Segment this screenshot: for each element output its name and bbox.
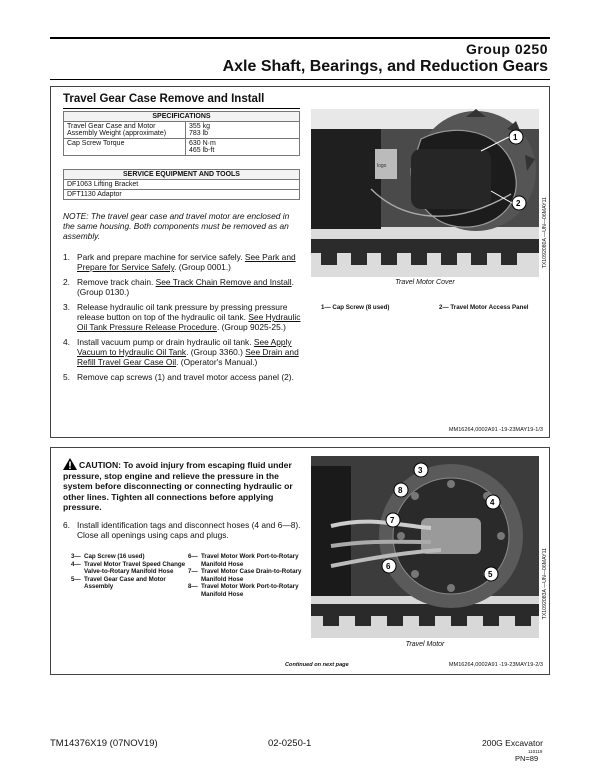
travel-motor-cover-illustration bbox=[311, 109, 539, 277]
callout-4: 4 bbox=[490, 498, 495, 507]
step-link[interactable]: See Hydraulic Oil Tank Pressure Release Procedure bbox=[77, 312, 301, 332]
step-link[interactable]: See Track Chain Remove and Install bbox=[155, 277, 292, 287]
reference-id: MM16264,0002A91 -19-23MAY19-2/3 bbox=[448, 662, 543, 668]
image-id: TX1092083A —UN—06MAY11 bbox=[542, 548, 548, 620]
section-title: Travel Gear Case Remove and Install bbox=[63, 93, 265, 105]
header-rule-bottom bbox=[50, 79, 550, 80]
travel-motor-cover-photo bbox=[311, 109, 539, 277]
legend-right bbox=[188, 553, 308, 598]
table-row bbox=[64, 122, 300, 139]
step-text: . (Group 0001.) bbox=[174, 262, 231, 272]
legend-text: Travel Motor Work Port-to-Rotary Manifold Hose bbox=[201, 553, 299, 568]
tools-header: SERVICE EQUIPMENT AND TOOLS bbox=[64, 170, 300, 180]
tools-table bbox=[63, 169, 300, 200]
step-link[interactable]: See Park and Prepare for Service Safely bbox=[77, 252, 296, 272]
section-disconnect-hoses bbox=[50, 447, 550, 675]
legend-number: 7— bbox=[188, 568, 198, 575]
footer-page-number: 02-0250-1 bbox=[268, 738, 312, 749]
footer-date-code: 110119 bbox=[528, 749, 543, 754]
tool-item: DF1063 Lifting Bracket bbox=[64, 180, 300, 190]
legend-text: Travel Gear Case and Motor Assembly bbox=[84, 575, 166, 590]
list-item bbox=[63, 372, 303, 382]
legend-number: 4— bbox=[71, 560, 81, 568]
tool-item: DFT1130 Adaptor bbox=[64, 190, 300, 200]
legend-left bbox=[71, 553, 186, 591]
travel-motor-photo bbox=[311, 456, 539, 638]
step-text: Install identification tags and disconnect hoses (4 and 6—8). Close all openings using caps and plugs. bbox=[77, 520, 301, 540]
legend-number: 3— bbox=[71, 553, 81, 560]
step-number: 6. bbox=[63, 520, 70, 530]
steps-list bbox=[63, 252, 303, 387]
spec-label: Cap Screw Torque bbox=[64, 139, 186, 156]
spec-label: Travel Gear Case and Motor Assembly Weight (approximate) bbox=[64, 122, 186, 139]
list-item bbox=[63, 252, 303, 272]
specs-header: SPECIFICATIONS bbox=[64, 112, 300, 122]
step-text: Release hydraulic oil tank pressure by pressing pressure release button on top of the hydraulic oil tank. bbox=[77, 302, 288, 322]
legend-item bbox=[71, 553, 186, 561]
step-link[interactable]: See Apply Vacuum to Hydraulic Oil Tank bbox=[77, 337, 292, 357]
step-number: 4. bbox=[63, 337, 70, 347]
travel-motor-illustration bbox=[311, 456, 539, 638]
group-title: Group 0250 bbox=[465, 41, 548, 57]
footer-pn: PN=89 bbox=[515, 754, 539, 763]
step-link[interactable]: See Drain and Refill Travel Gear Case Oil bbox=[77, 347, 299, 367]
legend-item bbox=[71, 576, 186, 591]
step-text: Park and prepare machine for service safely. bbox=[77, 252, 245, 262]
title-underline bbox=[63, 108, 300, 109]
legend-number: 8— bbox=[188, 583, 198, 590]
callout-2: 2 bbox=[516, 199, 521, 208]
step-number: 1. bbox=[63, 252, 70, 262]
reference-id: MM16264,0002A91 -19-23MAY19-1/3 bbox=[448, 427, 543, 433]
image-caption: Travel Motor Cover bbox=[395, 279, 455, 286]
callout-3: 3 bbox=[418, 466, 423, 475]
legend-item bbox=[188, 553, 308, 568]
header-rule-top bbox=[50, 37, 550, 39]
warning-triangle-icon bbox=[63, 458, 77, 470]
callout-6: 6 bbox=[386, 562, 391, 571]
step-text: . (Operator's Manual.) bbox=[176, 357, 258, 367]
step-text: . (Group 9025-25.) bbox=[216, 322, 286, 332]
image-caption: Travel Motor bbox=[405, 641, 445, 648]
step-number: 5. bbox=[63, 372, 70, 382]
legend-item bbox=[188, 583, 308, 598]
legend-number: 6— bbox=[188, 553, 198, 560]
legend-item: 2— Travel Motor Access Panel bbox=[439, 304, 529, 311]
list-item bbox=[63, 277, 303, 297]
list-item bbox=[63, 520, 303, 540]
step-text: Install vacuum pump or drain hydraulic oil tank. bbox=[77, 337, 254, 347]
footer-doc-id: TM14376X19 (07NOV19) bbox=[50, 738, 158, 749]
step-text: Remove cap screws (1) and travel motor access panel (2). bbox=[77, 372, 294, 382]
step-text: Remove track chain. bbox=[77, 277, 156, 287]
list-item bbox=[63, 337, 303, 367]
continued-note: Continued on next page bbox=[285, 662, 349, 668]
callout-1: 1 bbox=[513, 133, 518, 142]
specifications-table bbox=[63, 111, 300, 156]
legend-text: Travel Motor Case Drain-to-Rotary Manifold Hose bbox=[201, 568, 302, 583]
footer-model: 200G Excavator bbox=[482, 738, 543, 748]
spec-value: 355 kg 783 lb bbox=[186, 122, 300, 139]
callout-7: 7 bbox=[390, 516, 395, 525]
caution-text: CAUTION: To avoid injury from escaping fluid under pressure, stop engine and relieve the pressure in the system before disconnecting or connecting hydraulic or other lines. Tighten all connections before applying pressure. bbox=[63, 460, 293, 512]
spec-value: 630 N·m 465 lb-ft bbox=[186, 139, 300, 156]
list-item bbox=[63, 302, 303, 332]
step-number: 2. bbox=[63, 277, 70, 287]
steps-list bbox=[63, 520, 303, 545]
step-text: . (Group 0130.) bbox=[77, 277, 294, 297]
caution-block bbox=[63, 458, 303, 513]
legend-item bbox=[71, 561, 186, 576]
note-text: NOTE: The travel gear case and travel motor are enclosed in the same housing. Both components must be removed as an assembly. bbox=[63, 211, 290, 241]
section-remove-install bbox=[50, 86, 550, 438]
callout-8: 8 bbox=[398, 486, 403, 495]
legend-text: Cap Screw (16 used) bbox=[84, 553, 145, 560]
legend-item: 1— Cap Screw (8 used) bbox=[321, 304, 390, 311]
table-row bbox=[64, 180, 300, 190]
legend-text: Travel Motor Work Port-to-Rotary Manifold Hose bbox=[201, 583, 299, 598]
legend-number: 5— bbox=[71, 575, 81, 583]
image-id: TX1092080A —UN—06MAY11 bbox=[542, 197, 548, 269]
svg-text:logo: logo bbox=[377, 163, 387, 169]
step-text: . (Group 3360.) bbox=[186, 347, 246, 357]
table-row bbox=[64, 190, 300, 200]
table-row bbox=[64, 139, 300, 156]
legend-item bbox=[188, 568, 308, 583]
callout-5: 5 bbox=[488, 570, 493, 579]
legend-text: Travel Motor Travel Speed Change Valve-to-Rotary Manifold Hose bbox=[84, 560, 186, 575]
step-number: 3. bbox=[63, 302, 70, 312]
page-title: Axle Shaft, Bearings, and Reduction Gears bbox=[222, 58, 548, 75]
